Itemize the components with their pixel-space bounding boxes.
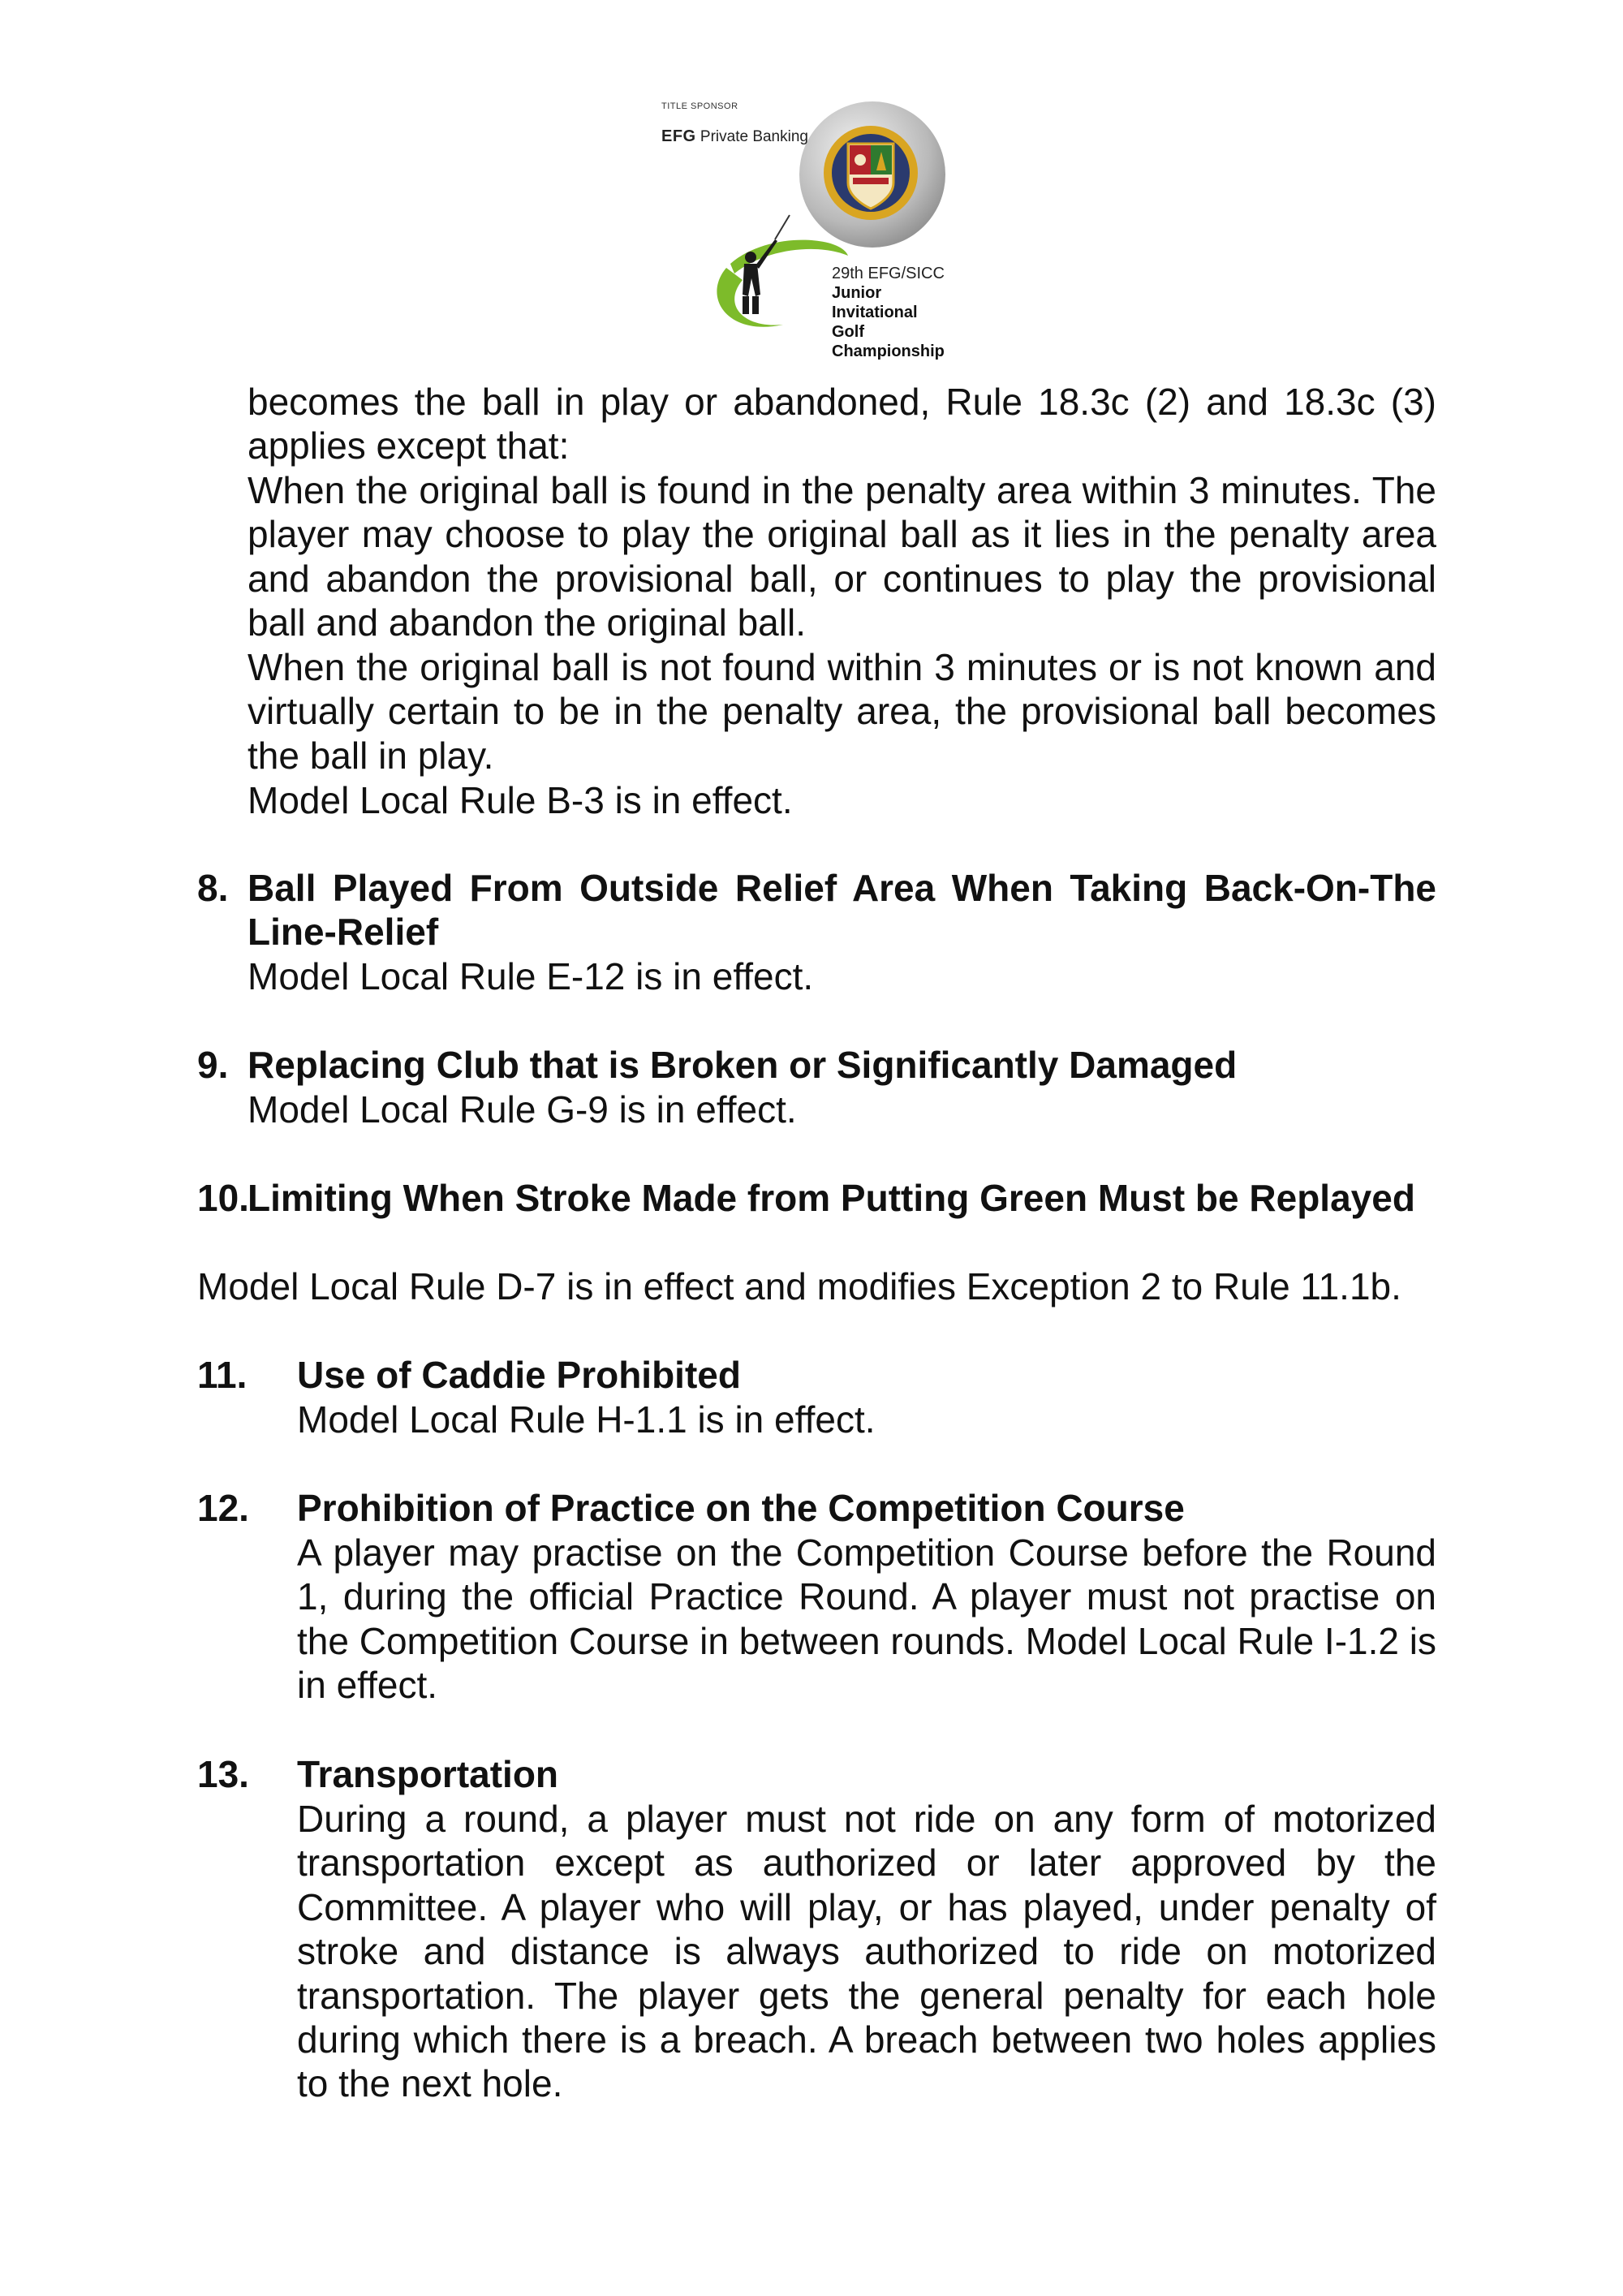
section-12-heading: Prohibition of Practice on the Competition Course — [297, 1487, 1185, 1529]
section-12-number: 12. — [197, 1487, 249, 1529]
section-9-number: 9. — [197, 1044, 229, 1086]
title-sponsor-label: TITLE SPONSOR — [661, 101, 738, 111]
event-name — [832, 264, 970, 361]
sponsor-name — [661, 127, 808, 146]
championship-logo — [653, 93, 970, 360]
continuation-para-2: When the original ball is found in the penalty area within 3 minutes. The player may choose to play the original ball as it lies in the penalty area and abandon the provisional ball, or continues to play the provisional ball and abandon the original ball. — [248, 469, 1436, 644]
section-13-body: During a round, a player must not ride on any form of motorized transportation except as authorized or later approved by the Committee. A player who will play, or has played, under penalty of stroke and distance is always authorized to ride on motorized transportation. The player gets the general penalty for each hole during which there is a breach. A breach between two holes applies to the next hole. — [297, 1798, 1436, 2105]
continuation-para-4: Model Local Rule B-3 is in effect. — [248, 779, 793, 821]
section-12-body: A player may practise on the Competition Course before the Round 1, during the official Practice Round. A player must not practise on the Competition Course in between rounds. Model Local Rule I-1.2 is in effect. — [297, 1531, 1436, 1707]
event-line-2: Junior Invitational — [832, 284, 918, 321]
section-11-heading: Use of Caddie Prohibited — [297, 1354, 741, 1396]
continuation-para-1: becomes the ball in play or abandoned, Rule 18.3c (2) and 18.3c (3) applies except that: — [248, 381, 1436, 467]
section-11-number: 11. — [197, 1354, 248, 1396]
continuation-para-3: When the original ball is not found within 3 minutes or is not known and virtually certain to be in the penalty area, the provisional ball becomes the ball in play. — [248, 646, 1436, 777]
section-10-heading-line — [197, 1176, 1436, 1220]
section-8-body: Model Local Rule E-12 is in effect. — [248, 955, 814, 997]
sponsor-subtitle: Private Banking — [700, 128, 808, 145]
section-13-heading: Transportation — [297, 1753, 559, 1795]
event-line-1: 29th EFG/SICC — [832, 265, 945, 282]
section-8-number: 8. — [197, 867, 229, 909]
section-10-number: 10. — [197, 1177, 249, 1219]
section-13-number: 13. — [197, 1753, 249, 1795]
section-8-heading: Ball Played From Outside Relief Area When Taking Back-On-The Line-Relief — [248, 867, 1436, 954]
section-9-heading: Replacing Club that is Broken or Significantly Damaged — [248, 1044, 1238, 1086]
section-10-body: Model Local Rule D-7 is in effect and modifies Exception 2 to Rule 11.1b. — [197, 1265, 1401, 1307]
sponsor-brand: EFG — [661, 127, 696, 145]
section-10-heading: Limiting When Stroke Made from Putting Green Must be Replayed — [248, 1177, 1415, 1219]
section-9-body: Model Local Rule G-9 is in effect. — [248, 1088, 797, 1131]
event-line-3: Golf Championship — [832, 323, 945, 360]
section-11-body: Model Local Rule H-1.1 is in effect. — [297, 1398, 876, 1441]
